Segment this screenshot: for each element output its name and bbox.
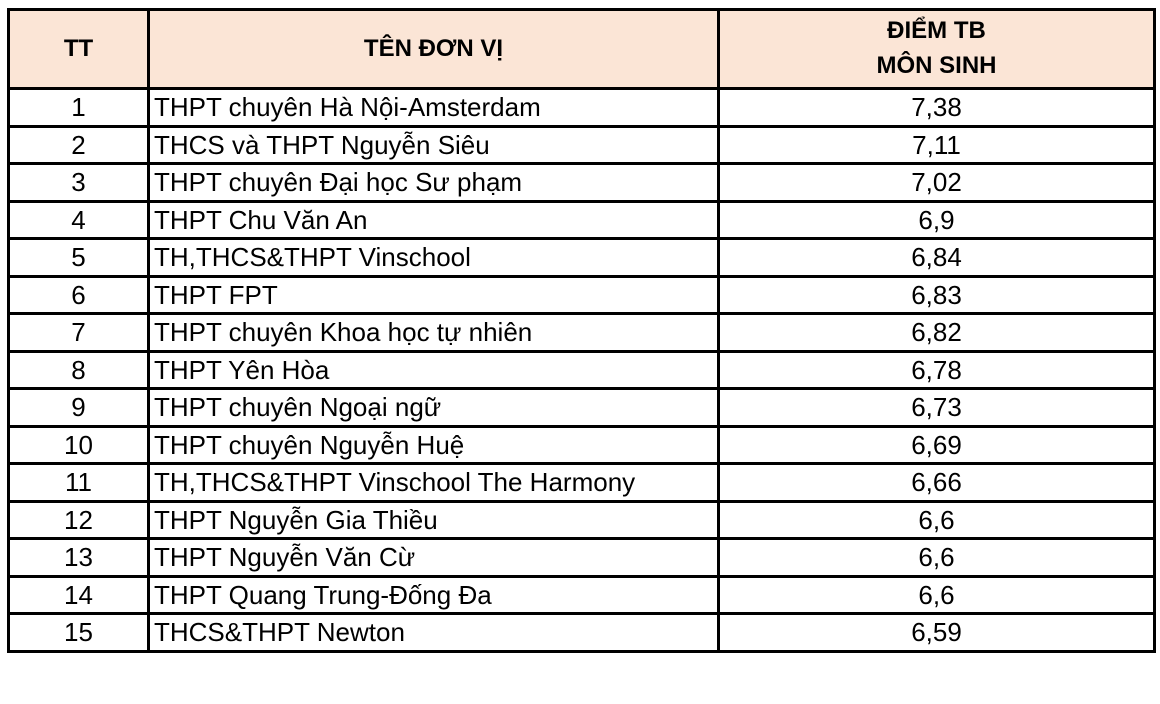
row-index: 10: [9, 426, 149, 464]
biology-average-score-table: [7, 8, 1156, 653]
table-row: [9, 351, 1155, 389]
score-value: 6,6: [719, 539, 1155, 577]
table-row: [9, 576, 1155, 614]
school-name: THPT chuyên Nguyễn Huệ: [149, 426, 719, 464]
score-value: 6,6: [719, 501, 1155, 539]
row-index: 9: [9, 389, 149, 427]
school-name: THPT chuyên Đại học Sư phạm: [149, 164, 719, 202]
school-name: THPT FPT: [149, 276, 719, 314]
table-row: [9, 426, 1155, 464]
col-header-tt: TT: [9, 10, 149, 89]
table-row: [9, 201, 1155, 239]
table-row: [9, 501, 1155, 539]
row-index: 4: [9, 201, 149, 239]
col-header-school-name: TÊN ĐƠN VỊ: [149, 10, 719, 89]
row-index: 14: [9, 576, 149, 614]
table-row: [9, 276, 1155, 314]
score-value: 6,78: [719, 351, 1155, 389]
school-name: THPT chuyên Ngoại ngữ: [149, 389, 719, 427]
score-table-container: [7, 8, 1156, 653]
row-index: 8: [9, 351, 149, 389]
row-index: 13: [9, 539, 149, 577]
table-row: [9, 164, 1155, 202]
score-value: 6,66: [719, 464, 1155, 502]
row-index: 6: [9, 276, 149, 314]
row-index: 7: [9, 314, 149, 352]
table-row: [9, 314, 1155, 352]
row-index: 3: [9, 164, 149, 202]
table-row: [9, 89, 1155, 127]
score-value: 7,11: [719, 126, 1155, 164]
score-value: 6,6: [719, 576, 1155, 614]
school-name: THPT Nguyễn Gia Thiều: [149, 501, 719, 539]
table-row: [9, 464, 1155, 502]
score-value: 6,82: [719, 314, 1155, 352]
school-name: THPT chuyên Khoa học tự nhiên: [149, 314, 719, 352]
school-name: TH,THCS&THPT Vinschool: [149, 239, 719, 277]
table-header: [9, 10, 1155, 89]
row-index: 12: [9, 501, 149, 539]
col-header-score: [719, 10, 1155, 89]
row-index: 15: [9, 614, 149, 652]
row-index: 11: [9, 464, 149, 502]
school-name: THPT Yên Hòa: [149, 351, 719, 389]
table-row: [9, 614, 1155, 652]
row-index: 1: [9, 89, 149, 127]
score-value: 6,83: [719, 276, 1155, 314]
score-value: 6,73: [719, 389, 1155, 427]
score-value: 6,59: [719, 614, 1155, 652]
score-value: 6,69: [719, 426, 1155, 464]
school-name: THCS&THPT Newton: [149, 614, 719, 652]
table-body: [9, 89, 1155, 652]
school-name: THPT Quang Trung-Đống Đa: [149, 576, 719, 614]
table-row: [9, 239, 1155, 277]
score-value: 7,02: [719, 164, 1155, 202]
table-row: [9, 389, 1155, 427]
school-name: THPT Nguyễn Văn Cừ: [149, 539, 719, 577]
score-value: 6,9: [719, 201, 1155, 239]
row-index: 5: [9, 239, 149, 277]
col-header-score-line1: ĐIỂM TB: [887, 17, 986, 45]
table-row: [9, 126, 1155, 164]
score-value: 6,84: [719, 239, 1155, 277]
col-header-score-line2: MÔN SINH: [876, 52, 997, 79]
header-row: [9, 10, 1155, 89]
table-row: [9, 539, 1155, 577]
school-name: THPT chuyên Hà Nội-Amsterdam: [149, 89, 719, 127]
school-name: THPT Chu Văn An: [149, 201, 719, 239]
school-name: THCS và THPT Nguyễn Siêu: [149, 126, 719, 164]
school-name: TH,THCS&THPT Vinschool The Harmony: [149, 464, 719, 502]
row-index: 2: [9, 126, 149, 164]
score-value: 7,38: [719, 89, 1155, 127]
